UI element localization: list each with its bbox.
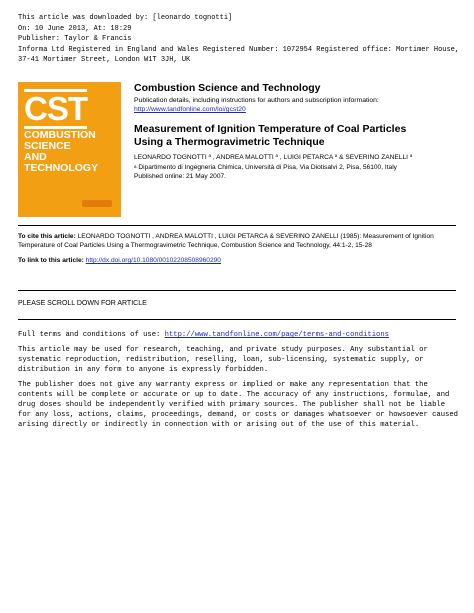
divider [18, 319, 456, 320]
affiliation: $^a$ Dipartimento di Ingegneria Chimica, Università di Pisa, Via Diotisalvi 2, Pisa, 56100, Italy Published online: 21 May 2007. [134, 163, 412, 181]
author-name: LEONARDO TOGNOTTI [134, 154, 207, 161]
article-info [134, 123, 412, 181]
divider [18, 225, 456, 226]
publisher-line: Publisher: Taylor & Francis [18, 35, 132, 44]
terms-link[interactable]: http://www.tandfonline.com/page/terms-and-conditions [164, 331, 389, 339]
published-date: Published online: 21 May 2007. [134, 173, 227, 180]
author-name: SEVERINO ZANELLI [345, 154, 408, 161]
disclaimer-paragraph: The publisher does not give any warranty express or implied or make any representation that the contents will be complete or accurate or up to date. The accuracy of any instructions, formulae, and drug doses should be independently verified with primary sources. The publisher shall not be liable for any loss, actions, claims, proceedings, demand, or costs or damages whatsoever or howsoever caused arising directly or indirectly in connection with or arising out of the use of this material. [18, 381, 458, 429]
doi-link[interactable]: http://dx.doi.org/10.1080/00102208508960290 [85, 257, 221, 264]
author-name: LUIGI PETARCA [283, 154, 333, 161]
author-name: ANDREA MALOTTI [216, 154, 274, 161]
downloaded-by-line: This article was downloaded by: [leonardo tognotti] [18, 14, 233, 22]
link-to-article: To link to this article: http://dx.doi.org/10.1080/00102208508960290 [18, 257, 221, 264]
journal-details: Publication details, including instructions for authors and subscription information: http://www.tandfonline.com/loi/gcst20 [134, 97, 379, 113]
registered-office-line-2: 37-41 Mortimer Street, London W1T 3JH, UK [18, 56, 191, 65]
journal-cover-image [18, 82, 121, 217]
download-header [18, 13, 459, 66]
terms-section [18, 330, 458, 435]
journal-info [134, 82, 379, 114]
download-date-line: On: 10 June 2013, At: 18:29 [18, 24, 132, 33]
citation-block [18, 232, 456, 265]
divider [18, 290, 456, 291]
journal-link[interactable]: http://www.tandfonline.com/loi/gcst20 [134, 106, 246, 113]
journal-title: Combustion Science and Technology [134, 82, 321, 94]
usage-paragraph: This article may be used for research, teaching, and private study purposes. Any substantial or systematic reproduction, redistribution, reselling, loan, sub-licensing, systematic supply, or distribution in any form to anyone is expressly forbidden. [18, 346, 428, 374]
author-list: LEONARDO TOGNOTTI $^a$ , ANDREA MALOTTI $^a$ , LUIGI PETARCA $^a$ & SEVERINO ZANELLI $^a$ [134, 153, 413, 161]
publisher-logo-mark [82, 200, 112, 207]
cover-title: COMBUSTION SCIENCE AND TECHNOLOGY [24, 129, 99, 174]
full-terms: Full terms and conditions of use: http://www.tandfonline.com/page/terms-and-conditions [18, 331, 389, 339]
cite-this-article: To cite this article: LEONARDO TOGNOTTI , ANDREA MALOTTI , LUIGI PETARCA & SEVERINO ZANELLI (1985): Measurement of Ignition Temperature of Coal Particles Using a Thermogravimetric Technique, Combustion Science and Technology, 44:1-2, 15-28 [18, 233, 434, 249]
cover-logo: CST [24, 90, 87, 127]
scroll-notice: PLEASE SCROLL DOWN FOR ARTICLE [18, 300, 147, 307]
article-title: Measurement of Ignition Temperature of Coal Particles Using a Thermogravimetric Technique [134, 123, 407, 148]
registered-office-line-1: Informa Ltd Registered in England and Wales Registered Number: 1072954 Registered office: Mortimer House, [18, 45, 460, 54]
